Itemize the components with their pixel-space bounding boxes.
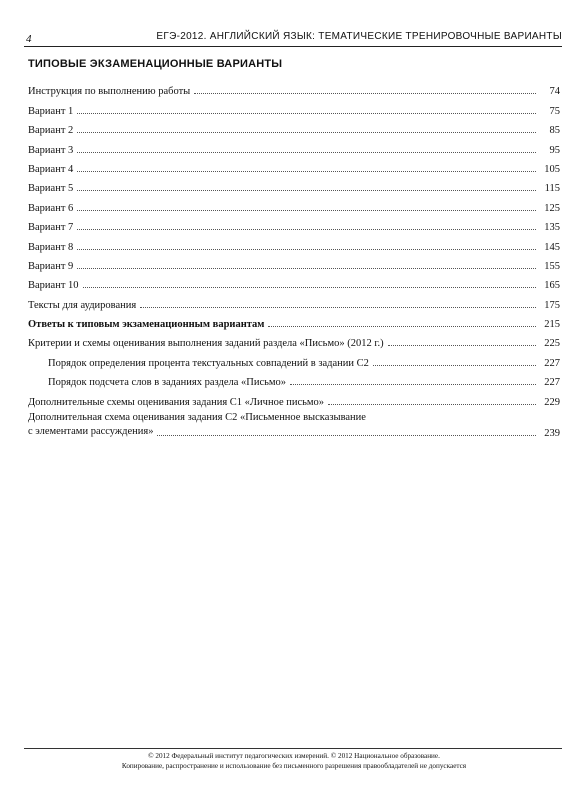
toc-entry-page: 165 bbox=[544, 280, 560, 292]
table-of-contents bbox=[28, 78, 560, 439]
toc-entry-page: 105 bbox=[544, 163, 560, 175]
toc-entry-label: Вариант 6 bbox=[28, 202, 74, 214]
toc-entry bbox=[28, 233, 560, 252]
toc-entry-label: Вариант 4 bbox=[28, 163, 74, 175]
toc-entry bbox=[28, 311, 560, 330]
copyright-footer bbox=[0, 751, 588, 771]
header-rule bbox=[24, 46, 562, 47]
dot-leader bbox=[77, 190, 536, 191]
dot-leader bbox=[77, 113, 536, 114]
toc-entry bbox=[28, 136, 560, 155]
toc-entry-page: 135 bbox=[544, 222, 560, 234]
toc-entry-page: 175 bbox=[544, 299, 560, 311]
copyright-notice: Копирование, распространение и использование без письменного разрешения правообладателей не допускается bbox=[121, 762, 467, 770]
toc-entry-label: Ответы к типовым экзаменационным вариантам bbox=[28, 319, 265, 331]
toc-entry-label: Вариант 3 bbox=[28, 144, 74, 156]
toc-entry-label: Порядок подсчета слов в заданиях раздела «Письмо» bbox=[48, 377, 287, 389]
toc-entry bbox=[28, 175, 560, 194]
toc-entry bbox=[28, 330, 560, 349]
toc-entry-page: 227 bbox=[544, 377, 560, 389]
toc-entry-label: Вариант 2 bbox=[28, 125, 74, 137]
toc-entry-label: Вариант 10 bbox=[28, 280, 79, 292]
toc-entry-label: Вариант 8 bbox=[28, 241, 74, 253]
dot-leader bbox=[268, 326, 536, 327]
section-title: ТИПОВЫЕ ЭКЗАМЕНАЦИОННЫЕ ВАРИАНТЫ bbox=[28, 58, 283, 70]
toc-entry-page: 227 bbox=[544, 357, 560, 369]
dot-leader bbox=[290, 384, 536, 385]
toc-entry-page: 74 bbox=[549, 86, 560, 98]
dot-leader bbox=[140, 307, 536, 308]
toc-entry-page: 75 bbox=[549, 105, 560, 117]
toc-entry-label: Вариант 7 bbox=[28, 222, 74, 234]
toc-entry-page: 239 bbox=[544, 427, 560, 439]
toc-entry bbox=[28, 194, 560, 213]
running-head: ЕГЭ-2012. АНГЛИЙСКИЙ ЯЗЫК: ТЕМАТИЧЕСКИЕ ТРЕНИРОВОЧНЫЕ ВАРИАНТЫ bbox=[156, 31, 562, 42]
toc-entry bbox=[28, 388, 560, 407]
toc-entry bbox=[28, 411, 560, 439]
dot-leader bbox=[77, 249, 536, 250]
dot-leader bbox=[77, 210, 536, 211]
dot-leader bbox=[194, 93, 536, 94]
toc-entry-label: Инструкция по выполнению работы bbox=[28, 86, 191, 98]
toc-entry bbox=[28, 97, 560, 116]
dot-leader bbox=[373, 365, 536, 366]
dot-leader bbox=[388, 345, 536, 346]
page-number: 4 bbox=[26, 33, 32, 45]
toc-entry bbox=[28, 78, 560, 97]
toc-entry bbox=[28, 214, 560, 233]
toc-entry-page: 85 bbox=[549, 125, 560, 137]
dot-leader bbox=[328, 404, 536, 405]
copyright-line: © 2012 Федеральный институт педагогических измерений. © 2012 Национальное образование. bbox=[148, 752, 440, 760]
toc-entry-label: Вариант 9 bbox=[28, 260, 74, 272]
dot-leader bbox=[77, 229, 536, 230]
toc-entry bbox=[28, 291, 560, 310]
dot-leader bbox=[77, 152, 536, 153]
toc-entry-page: 125 bbox=[544, 202, 560, 214]
toc-entry-label: Критерии и схемы оценивания выполнения заданий раздела «Письмо» (2012 г.) bbox=[28, 338, 384, 350]
toc-entry bbox=[28, 272, 560, 291]
dot-leader bbox=[77, 132, 536, 133]
toc-entry-page: 229 bbox=[544, 396, 560, 408]
toc-entry-page: 95 bbox=[549, 144, 560, 156]
toc-subentry bbox=[28, 369, 560, 388]
toc-entry-label-line2: с элементами рассуждения» bbox=[28, 425, 154, 437]
toc-subentry bbox=[28, 349, 560, 368]
dot-leader bbox=[83, 287, 536, 288]
toc-entry-page: 115 bbox=[544, 183, 560, 195]
toc-entry bbox=[28, 253, 560, 272]
dot-leader bbox=[77, 171, 536, 172]
toc-entry-label: Порядок определения процента текстуальных совпадений в задании С2 bbox=[48, 357, 369, 369]
toc-entry-label: Дополнительные схемы оценивания задания С1 «Личное письмо» bbox=[28, 396, 325, 408]
toc-entry-page: 145 bbox=[544, 241, 560, 253]
toc-entry-label: Вариант 1 bbox=[28, 105, 74, 117]
toc-entry bbox=[28, 117, 560, 136]
toc-entry-page: 225 bbox=[544, 338, 560, 350]
dot-leader bbox=[77, 268, 536, 269]
toc-entry bbox=[28, 156, 560, 175]
toc-entry-page: 215 bbox=[544, 319, 560, 331]
toc-entry-label: Тексты для аудирования bbox=[28, 299, 137, 311]
toc-entry-label-line1: Дополнительная схема оценивания задания С2 «Письменное высказывание bbox=[28, 411, 366, 423]
dot-leader bbox=[157, 435, 536, 436]
footer-rule bbox=[24, 748, 562, 749]
toc-entry-page: 155 bbox=[544, 260, 560, 272]
toc-entry-label: Вариант 5 bbox=[28, 183, 74, 195]
